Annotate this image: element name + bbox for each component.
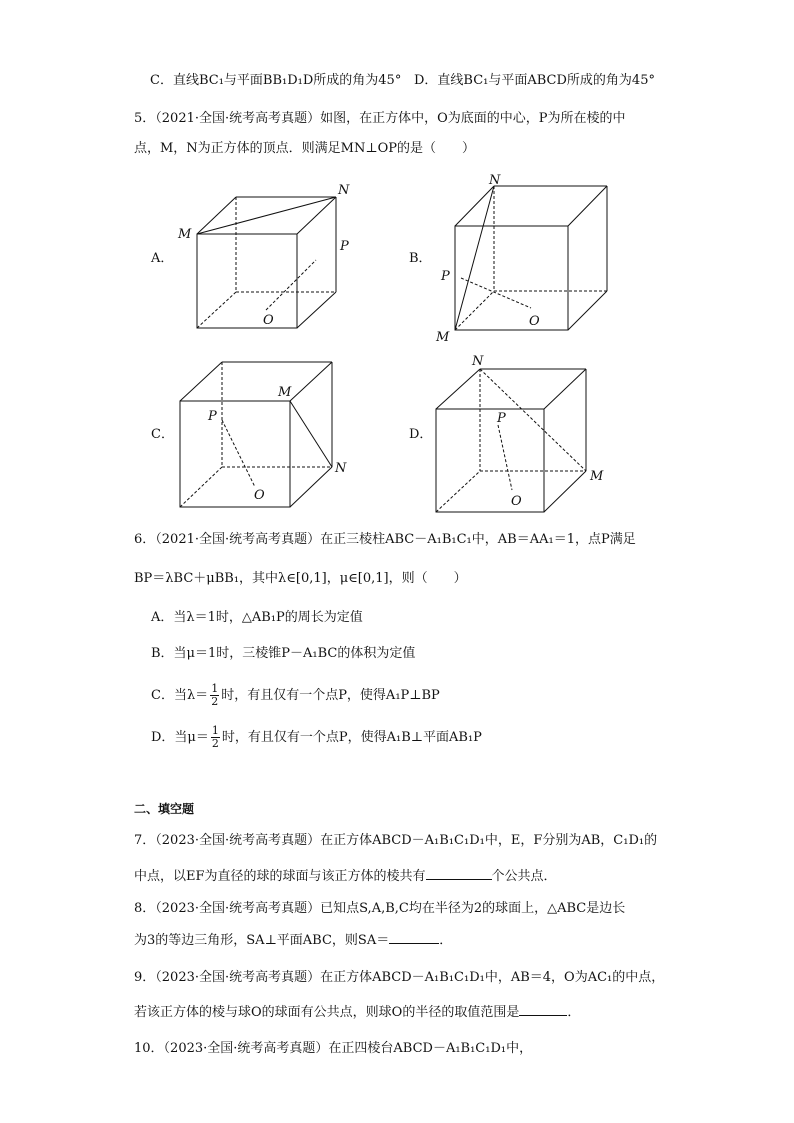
figure-a [197,197,336,328]
fig-d-label-o: O [511,494,522,509]
fig-a-label-o: O [263,313,274,328]
fig-b-label-o: O [529,314,540,329]
q7-answer-blank[interactable] [426,867,492,880]
figure-b [455,186,607,330]
fig-a-label-m: M [178,227,192,242]
q7-line2-post: 个公共点． [491,869,557,884]
fig-b-label-m: M [436,330,450,345]
q6-option-b: B．当μ＝1时，三棱锥P－A₁BC的体积为定值 [151,646,416,661]
q6-option-c-post: 时，有且仅有一个点P，使得A₁P⊥BP [221,688,440,703]
q6-option-d-post: 时，有且仅有一个点P，使得A₁B⊥平面AB₁P [221,730,482,745]
frac-denominator: 2 [211,737,219,750]
fig-d-option: D． [409,427,433,442]
q5-line2: 点，M，N为正方体的顶点．则满足MN⊥OP的是（ ） [134,141,476,156]
figure-c [180,362,332,507]
q6-line2: BP＝λBC＋μBB₁，其中λ∈[0,1]，μ∈[0,1]，则（ ） [134,571,467,586]
q10-line1: 10．（2023·全国·统考高考真题）在正四棱台ABCD－A₁B₁C₁D₁中， [134,1041,533,1056]
q7-line2-pre: 中点，以EF为直径的球的球面与该正方体的棱共有 [134,869,426,884]
q9-answer-blank[interactable] [519,1003,567,1016]
figure-d [436,369,586,512]
fig-b-option: B． [409,251,432,266]
fig-d-label-m: M [590,469,604,484]
fig-a-label-p: P [340,239,349,254]
fig-b-label-p: P [441,269,450,284]
fig-c-option: C． [151,427,174,442]
fig-d-label-n: N [472,354,484,369]
q6-option-d-fraction [211,725,220,750]
q8-answer-blank[interactable] [389,931,439,944]
q9-line2-pre: 若该正方体的棱与球O的球面有公共点，则球O的半径的取值范围是 [134,1005,520,1020]
fig-c-label-o: O [254,488,265,503]
fig-a-label-n: N [338,183,350,198]
q9-line2 [134,1003,580,1022]
fig-d-label-p: P [497,411,506,426]
fig-a-option: A． [151,251,174,266]
q4-option-d: D．直线BC₁与平面ABCD所成的角为45° [414,73,655,88]
frac-numerator: 1 [211,682,219,695]
q7-line2 [134,867,557,886]
q8-line2-pre: 为3的等边三角形，SA⊥平面ABC，则SA＝ [134,933,390,948]
q6-option-a: A．当λ＝1时，△AB₁P的周长为定值 [151,610,363,625]
q6-option-d [151,725,482,750]
section-fill-in-title: 二、填空题 [134,802,195,816]
q4-option-c: C．直线BC₁与平面BB₁D₁D所成的角为45° [150,73,402,88]
frac-numerator: 1 [211,724,219,737]
q7-line1: 7．（2023·全国·统考高考真题）在正方体ABCD－A₁B₁C₁D₁中，E，F分别为AB，C₁D₁的 [134,833,658,848]
q6-option-c [151,683,440,708]
q9-line1: 9．（2023·全国·统考高考真题）在正方体ABCD－A₁B₁C₁D₁中，AB＝4，O为AC₁的中点， [134,970,665,985]
q8-line2 [134,931,452,950]
fig-c-label-p: P [208,409,217,424]
q6-option-c-fraction [210,683,219,708]
q8-line2-post: ． [439,933,453,948]
q6-option-c-pre: C．当λ＝ [151,688,209,703]
fig-c-label-n: N [335,461,347,476]
frac-denominator: 2 [211,695,219,708]
q6-line1: 6．（2021·全国·统考高考真题）在正三棱柱ABC－A₁B₁C₁中，AB＝AA₁＝1，点P满足 [134,532,636,547]
q9-line2-post: ． [567,1005,581,1020]
q5-line1: 5．（2021·全国·统考高考真题）如图，在正方体中，O为底面的中心，P为所在棱的中 [134,111,626,126]
fig-b-label-n: N [489,173,501,188]
fig-c-label-m: M [278,385,292,400]
q8-line1: 8．（2023·全国·统考高考真题）已知点S,A,B,C均在半径为2的球面上，△ABC是边长 [134,901,626,916]
q6-option-d-pre: D．当μ＝ [151,730,209,745]
